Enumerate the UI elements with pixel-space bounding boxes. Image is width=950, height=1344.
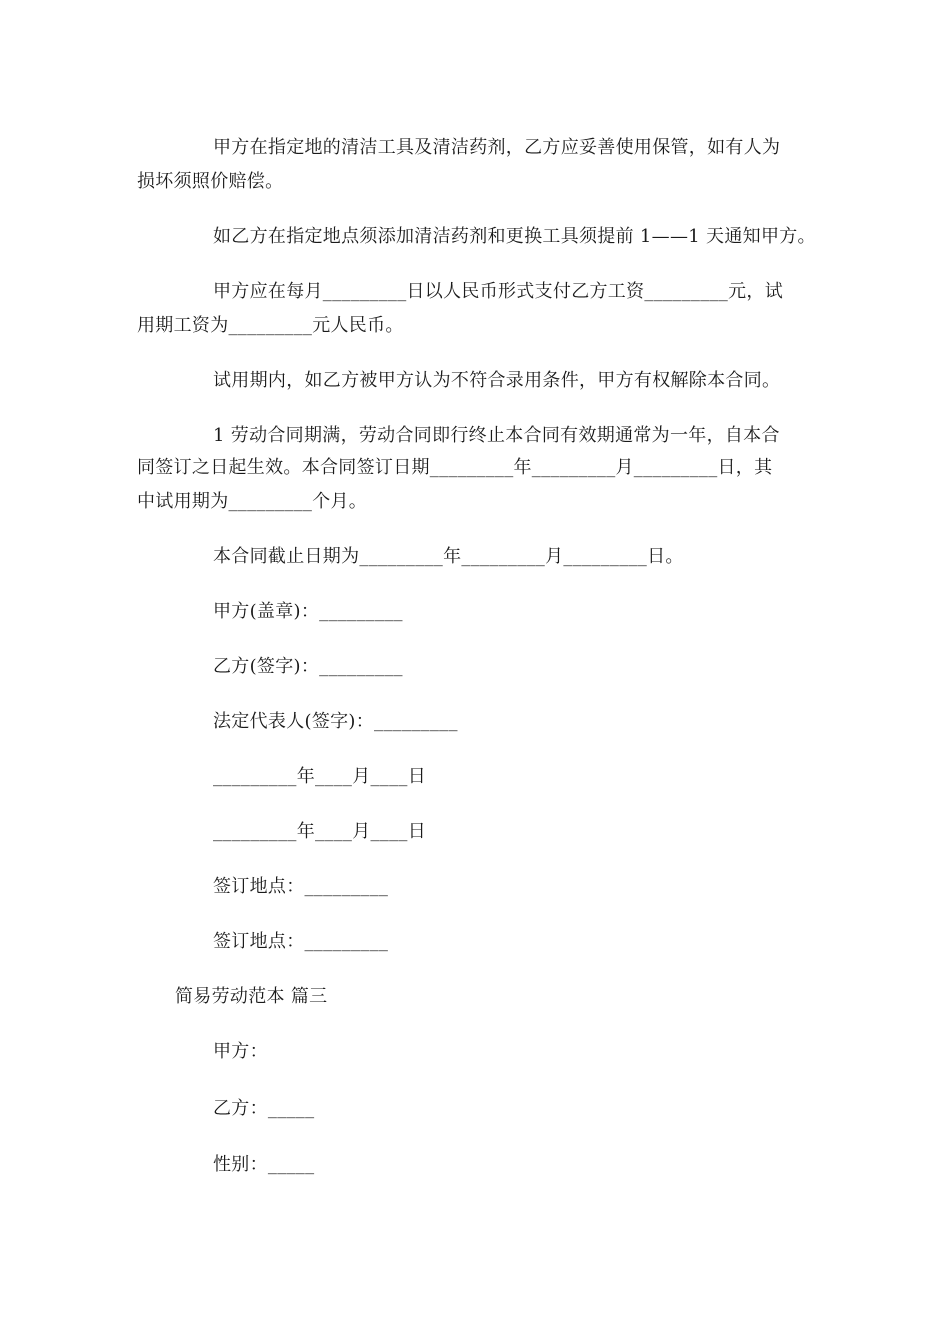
paragraph-text: 损坏须照价赔偿。: [137, 171, 284, 192]
paragraph-text: 甲方在指定地的清洁工具及清洁药剂，乙方应妥善使用保管，如有人为: [213, 137, 781, 158]
paragraph-text: 如乙方在指定地点须添加清洁药剂和更换工具须提前 1——1 天通知甲方。: [213, 226, 816, 247]
date-line: _________年____月____日: [213, 821, 426, 842]
signature-party-a: 甲方(盖章)：_________: [213, 601, 403, 622]
paragraph-text: 中试用期为_________个月。: [137, 491, 368, 512]
paragraph-text: 甲方应在每月_________日以人民币形式支付乙方工资_________元，试: [213, 281, 783, 302]
section-title: 简易劳动范本 篇三: [175, 986, 328, 1007]
paragraph-text: 试用期内，如乙方被甲方认为不符合录用条件，甲方有权解除本合同。: [213, 370, 781, 391]
paragraph-text: 本合同截止日期为_________年_________月_________日。: [213, 546, 684, 567]
field-party-b: 乙方：_____: [213, 1098, 315, 1119]
signature-legal-rep: 法定代表人(签字)：_________: [213, 711, 458, 732]
signing-place: 签订地点：_________: [213, 931, 389, 952]
field-gender: 性别：_____: [213, 1154, 315, 1175]
field-party-a: 甲方：: [213, 1041, 268, 1062]
paragraph-text: 用期工资为_________元人民币。: [137, 315, 404, 336]
date-line: _________年____月____日: [213, 766, 426, 787]
paragraph-text: 同签订之日起生效。本合同签订日期_________年_________月_________日，其: [137, 457, 773, 478]
signature-party-b: 乙方(签字)：_________: [213, 656, 403, 677]
signing-place: 签订地点：_________: [213, 876, 389, 897]
paragraph-text: 1 劳动合同期满，劳动合同即行终止本合同有效期通常为一年，自本合: [213, 425, 780, 446]
